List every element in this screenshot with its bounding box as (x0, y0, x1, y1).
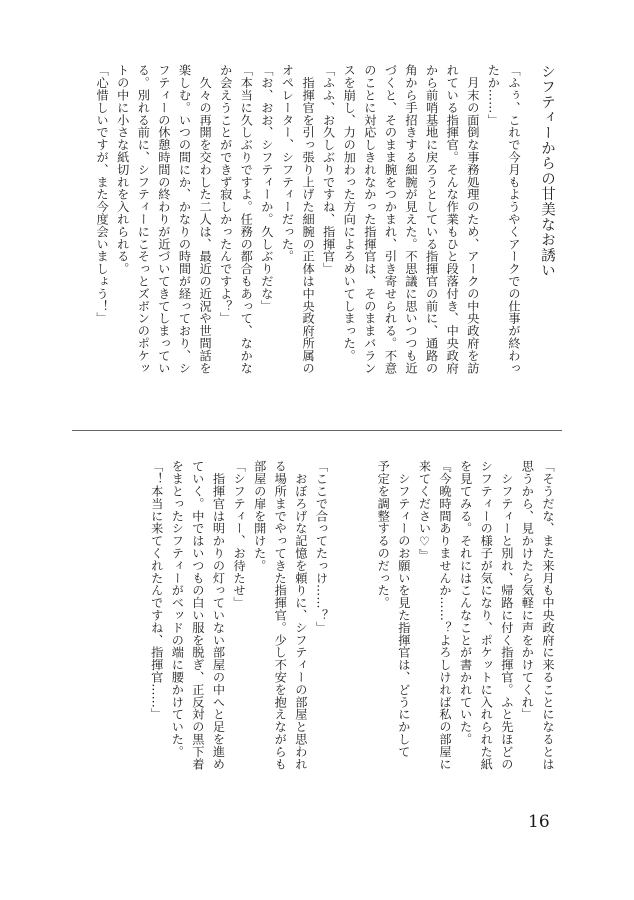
page-number: 16 (528, 812, 550, 832)
bottom-text-line: 来てください♡』 (417, 460, 432, 561)
bottom-text-line: 「そうだな、また来月も中央政府に来ることになるとは (541, 460, 555, 770)
bottom-text-line: る場所までやってきた指揮官。少し不安を抱えながらも (273, 460, 288, 770)
top-text-line: か会えうことができず寂しかったんですよ？」 (218, 64, 233, 325)
top-text-line: れている指揮官。そんな作業もひと段落付き、中央政府 (445, 64, 460, 374)
bottom-text-line: 『今晩時間ありませんか……？よろしければ私の部屋に (438, 460, 453, 770)
bottom-text-line: ていく。中ではいつもの白い服を脱ぎ、正反対の黒下着 (190, 460, 205, 770)
top-text-block (92, 64, 524, 428)
bottom-text-line: 予定を調整するのだった。 (376, 460, 391, 609)
top-text-line: のことに対応しきれなかった指揮官は、そのままバラン (362, 64, 377, 374)
bottom-text-line: 「シフティー、お待たせ」 (232, 460, 247, 609)
top-text-line: 「ふふ、お久しぶりですね、指揮官」 (321, 64, 336, 275)
story-title: シフティーからの甘美なお誘い (539, 64, 555, 279)
section-divider (72, 430, 562, 431)
bottom-text-line: 部屋の扉を開けた。 (252, 460, 267, 572)
bottom-text-line: シフティーと別れ、帰路に付く指揮官。ふと先ほどの (499, 460, 514, 770)
top-text-line: る。別れる前に、シフティーにこそっとズボンのポケッ (136, 64, 151, 374)
bottom-text-line: おぼろげな記憶を頼りに、シフティーの部屋と思われ (293, 460, 308, 770)
top-text-line: 楽しむ。いつの間にか、かなりの時間が経っており、シ (177, 64, 192, 374)
top-text-line: 月末の面倒な事務処理のため、アークの中央政府を訪 (465, 64, 480, 374)
top-text-line: 「心惜しいですが、また今度会いましょう！」 (95, 64, 110, 325)
top-text-line: トの中に小さな紙切れを入れられる。 (115, 64, 130, 275)
top-text-line: 久々の再開を交わした二人は、最近の近況や世間話を (198, 64, 213, 374)
top-text-line: 「ふぅ、これで今月もようやくアークでの仕事が終わっ (507, 64, 521, 374)
bottom-text-block (146, 460, 558, 824)
top-text-line: たか……」 (486, 64, 501, 126)
top-text-line: 「お、おお、シフティーか。久しぶりだな」 (259, 64, 274, 312)
bottom-text-line (331, 460, 352, 824)
bottom-text-line: 「ここで合ってたっけ……？」 (314, 460, 329, 634)
top-text-line: から前哨基地に戻ろうとしている指揮官の前に、通路の (424, 64, 439, 374)
bottom-text-line: 思うから、見かけたら気軽に声をかけてくれ」 (520, 460, 535, 721)
bottom-text-line: シフティーのお願いを見た指揮官は、どうにかして (396, 460, 411, 758)
bottom-text-line (352, 460, 373, 824)
bottom-text-line: 指揮官は明かりの灯っていない部屋の中へと足を進め (211, 460, 226, 770)
bottom-text-line: シフティーの様子が気になり、ポケットに入れられた紙 (479, 460, 494, 770)
bottom-text-line: を見てみる。それにはこんなことが書かれていた。 (458, 460, 473, 746)
top-text-line: 指揮官を引っ張り上げた細腕の正体は中央政府所属の (301, 64, 316, 374)
top-text-line: 角から手招きする細腕が見えた。不思議に思いつつも近 (404, 64, 419, 374)
top-text-line: オペレーター、シフティーだった。 (280, 64, 295, 263)
bottom-text-line: をまとったシフティーがベッドの端に腰かけていた。 (170, 460, 185, 758)
top-text-line: 「本当に久しぶりですよ。任務の都合もあって、なかな (239, 64, 254, 374)
top-text-line: づくと、そのまま腕をつかまれ、引き寄せられる。不意 (383, 64, 398, 374)
bottom-text-line: 「！本当に来てくれたんですね、指揮官……」 (149, 460, 164, 721)
top-text-line: フティーの休憩時間の終わりが近づいてきてしまってい (156, 64, 171, 374)
top-text-line: スを崩し、力の加わった方向によろめいてしまった。 (342, 64, 357, 362)
